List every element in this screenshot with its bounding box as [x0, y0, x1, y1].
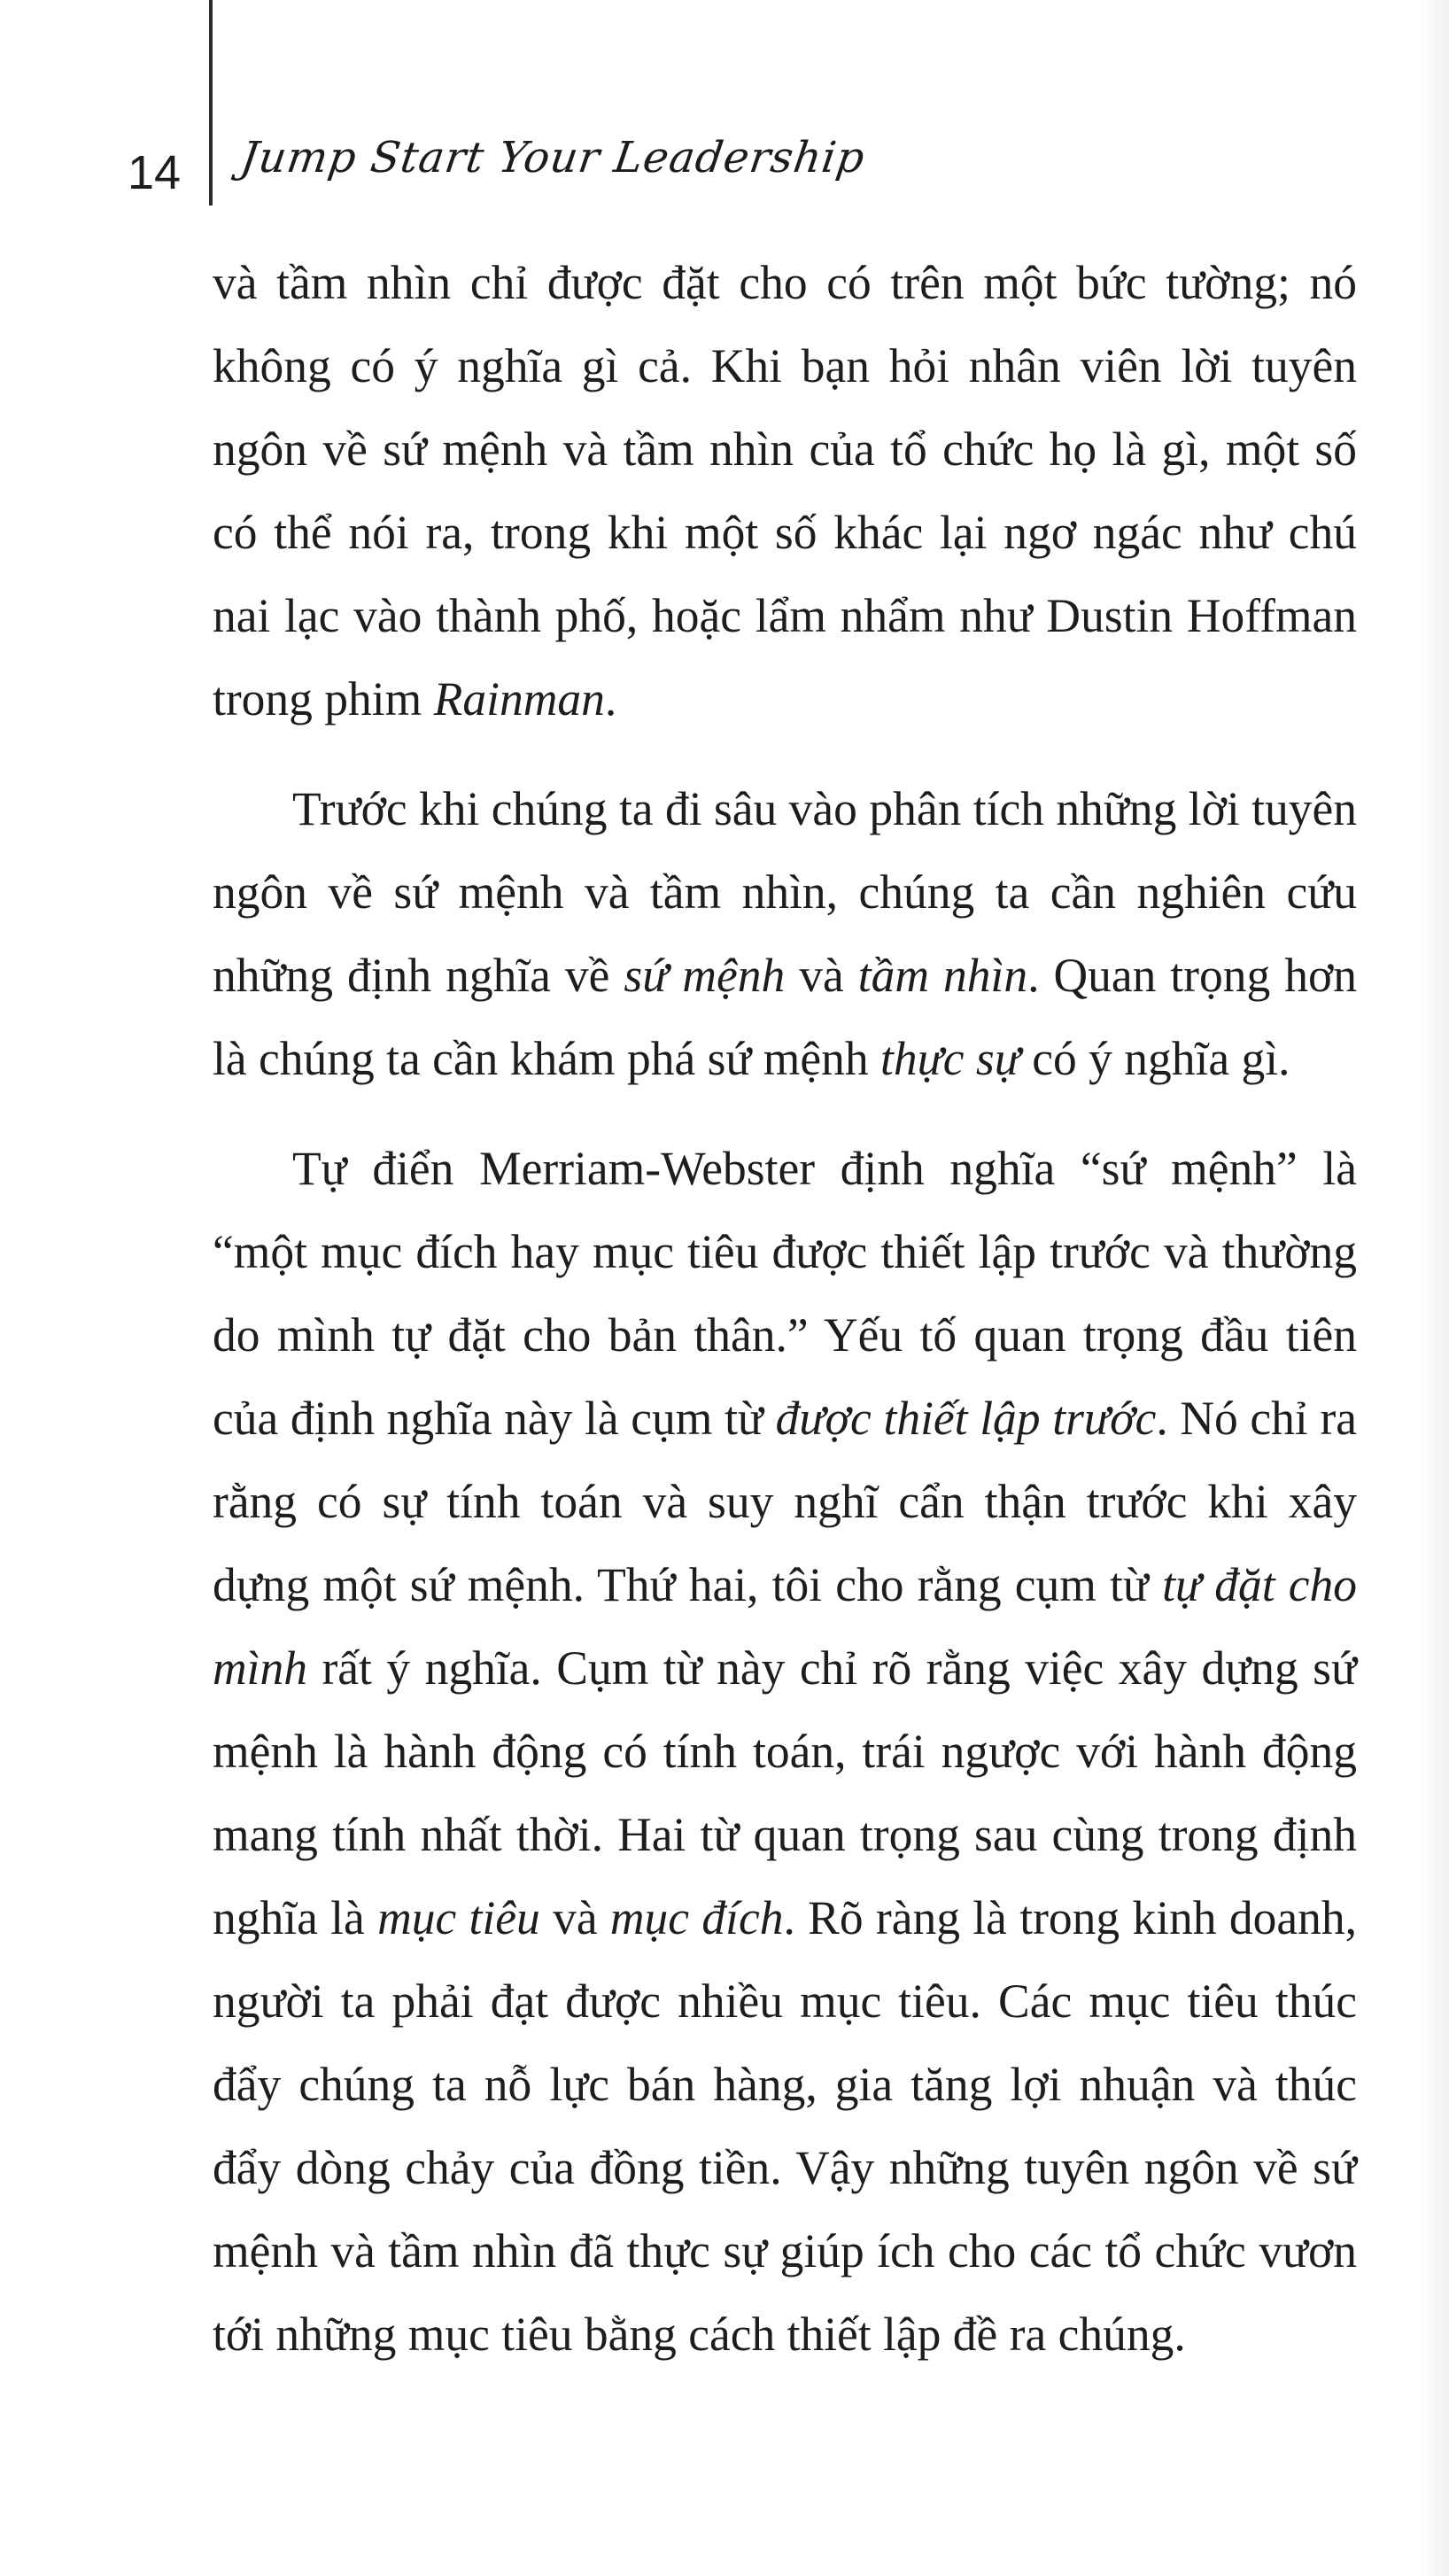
italic-term-muc-dich: mục đích	[609, 1891, 784, 1944]
text-segment: . Rõ ràng là trong kinh doanh, người ta phải đạt được nhiều mục tiêu. Các mục tiêu thúc đẩy chúng ta nỗ lực bán hàng, gia tăng lợi nhuận và thúc đẩy dòng chảy của đồng tiền. Vậy những tuyên ngôn về sứ mệnh và tầm nhìn đã thực sự giúp ích cho các tổ chức vươn tới những mục tiêu bằng cách thiết lập đề ra chúng.	[213, 1891, 1357, 2361]
italic-term-tam-nhin: tầm nhìn	[857, 949, 1028, 1002]
text-segment: . Nó chỉ ra rằng có sự tính toán và suy nghĩ cẩn thận trước khi xây dựng một sứ mệnh. Thứ hai, tôi cho rằng cụm từ	[213, 1392, 1358, 1611]
text-segment: Tự điển Merriam-Webster định nghĩa “sứ mệnh” là “một mục đích hay mục tiêu được thiết lập trước và thường do mình tự đặt cho bản thân.” Yếu tố quan trọng đầu tiên của định nghĩa này là cụm từ	[213, 1142, 1357, 1445]
italic-term-thuc-su: thực sự	[880, 1032, 1020, 1085]
paragraph-3	[213, 1127, 1357, 2376]
header-vertical-rule	[209, 0, 213, 206]
paragraph-2	[213, 767, 1357, 1100]
text-segment: và	[785, 949, 858, 1002]
running-title: Jump Start Your Leadership	[237, 133, 869, 182]
italic-term-duoc-thiet-lap-truoc: được thiết lập trước	[775, 1392, 1157, 1445]
text-segment: và tầm nhìn chỉ được đặt cho có trên một bức tường; nó không có ý nghĩa gì cả. Khi bạn hỏi nhân viên lời tuyên ngôn về sứ mệnh và tầm nhìn của tổ chức họ là gì, một số có thể nói ra, trong khi một số khác lại ngơ ngác như chú nai lạc vào thành phố, hoặc lẩm nhẩm như Dustin Hoffman trong phim	[213, 256, 1357, 725]
page-number: 14	[128, 146, 182, 199]
page-edge-shadow	[1417, 0, 1449, 2576]
text-segment: và	[539, 1891, 610, 1944]
italic-term-rainman: Rainman	[433, 672, 605, 725]
text-segment: . Quan trọng hơn là chúng ta cần khám phá sứ mệnh	[213, 949, 1358, 1085]
paragraph-1	[213, 241, 1357, 741]
text-segment: rất ý nghĩa. Cụm từ này chỉ rõ rằng việc xây dựng sứ mệnh là hành động có tính toán, trái ngược với hành động mang tính nhất thời. Hai từ quan trọng sau cùng trong định nghĩa là	[213, 1641, 1357, 1944]
italic-term-tu-dat-cho-minh: tự đặt cho mình	[213, 1558, 1358, 1695]
italic-term-su-menh: sứ mệnh	[624, 949, 786, 1002]
text-segment: có ý nghĩa gì.	[1019, 1032, 1290, 1085]
text-segment: Trước khi chúng ta đi sâu vào phân tích những lời tuyên ngôn về sứ mệnh và tầm nhìn, chúng ta cần nghiên cứu những định nghĩa về	[213, 782, 1357, 1002]
italic-term-muc-tieu: mục tiêu	[377, 1891, 540, 1944]
body-text	[213, 241, 1357, 2402]
text-segment: .	[604, 672, 617, 725]
